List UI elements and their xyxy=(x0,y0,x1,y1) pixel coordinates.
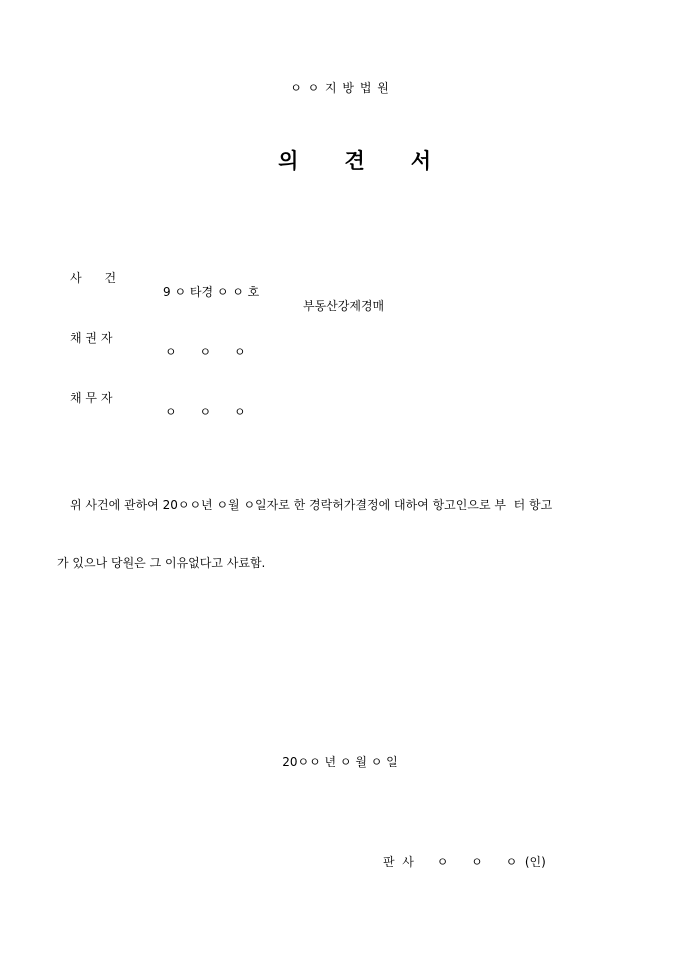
document-date: 20ㅇㅇ 년 ㅇ 월 ㅇ 일 xyxy=(282,755,398,769)
title-char-2: 견 xyxy=(344,148,365,173)
case-label: 사 건 xyxy=(70,271,117,285)
debtor-row xyxy=(0,375,680,431)
debtor-name: ㅇ ㅇ ㅇ xyxy=(165,405,246,419)
creditor-label: 채 권 자 xyxy=(70,331,113,345)
document-title xyxy=(0,120,680,200)
title-char-3: 서 xyxy=(410,148,432,173)
judge-signature: 판 사 ㅇ ㅇ ㅇ (인) xyxy=(383,855,546,869)
debtor-label: 채 무 자 xyxy=(70,391,113,405)
case-number: 9 ㅇ 타경 ㅇ ㅇ 호 xyxy=(163,285,260,299)
creditor-row xyxy=(0,315,680,371)
body-text-line-2: 가 있으나 당원은 그 이유없다고 사료함. xyxy=(57,556,266,570)
body-text-line-1: 위 사건에 관하여 20ㅇㅇ년 ㅇ월 ㅇ일자로 한 경락허가결정에 대하여 항고인으로 부 터 항고 xyxy=(70,498,553,512)
case-type: 부동산강제경매 xyxy=(303,299,385,313)
title-char-1: 의 xyxy=(278,148,299,173)
court-name: ㅇ ㅇ 지 방 법 원 xyxy=(290,81,390,95)
creditor-name: ㅇ ㅇ ㅇ xyxy=(165,345,246,359)
